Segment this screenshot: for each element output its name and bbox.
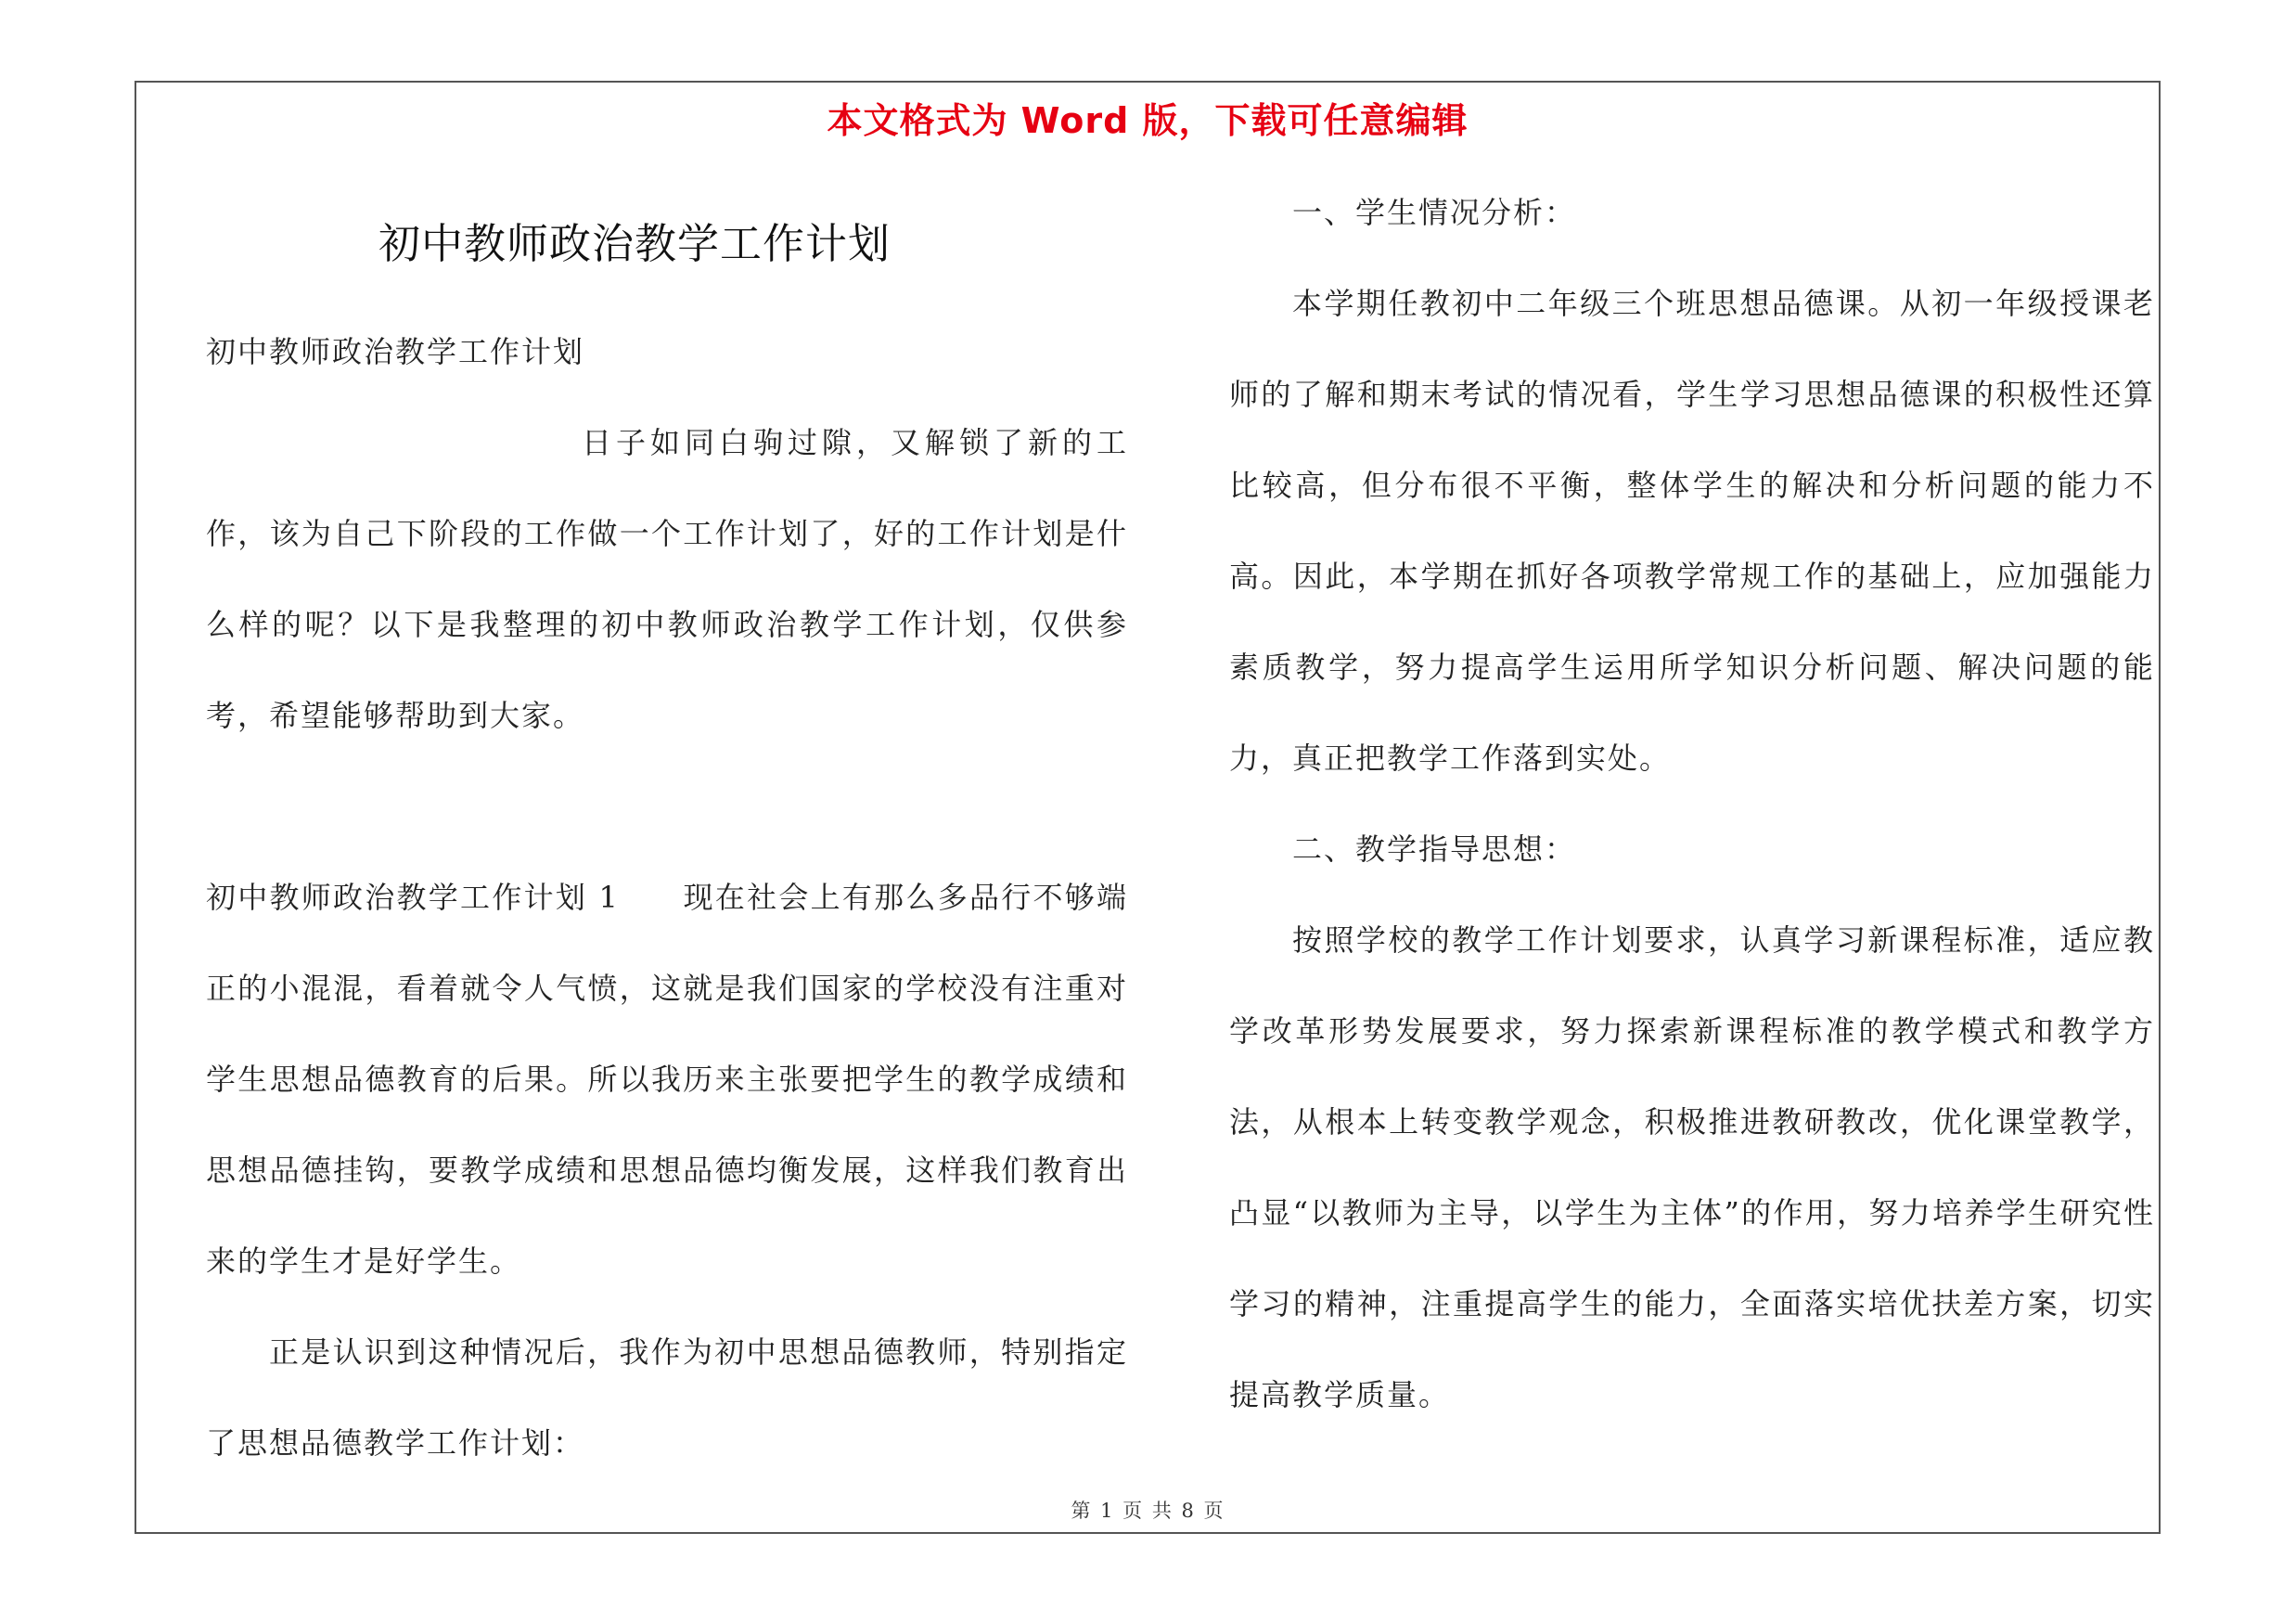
left-column <box>206 306 1128 1488</box>
word-format-banner: 本文格式为 Word 版，下载可任意编辑 <box>827 100 1469 141</box>
subtitle: 初中教师政治教学工作计划 <box>206 334 585 369</box>
realization-paragraph: 正是认识到这种情况后，我作为初中思想品德教师，特别指定了思想品德教学工作计划： <box>206 1334 1128 1461</box>
paragraph-gap <box>206 761 1128 852</box>
student-analysis-paragraph: 本学期任教初中二年级三个班思想品德课。从初一年级授课老师的了解和期末考试的情况看，学生学习思想品德课的积极性还算比较高，但分布很不平衡，整体学生的解决和分析问题的能力不高。因此，本学期在抓好各项教学常规工作的基础上，应加强能力素质教学，努力提高学生运用所学知识分析问题、解决问题的能力，真正把教学工作落到实处。 <box>1229 286 2155 776</box>
section-heading-teaching-guidance: 二、教学指导思想： <box>1292 831 1577 867</box>
teaching-guidance-paragraph: 按照学校的教学工作计划要求，认真学习新课程标准，适应教学改革形势发展要求，努力探索新课程标准的教学模式和教学方法，从根本上转变教学观念，积极推进教研教改，优化课堂教学，凸显“以教师为主导，以学生为主体”的作用，努力培养学生研究性学习的精神，注重提高学生的能力，全面落实培优扶差方案，切实提高教学质量。 <box>1229 922 2155 1412</box>
right-column <box>1229 167 2155 1440</box>
section-heading-student-analysis: 一、学生情况分析： <box>1292 195 1577 230</box>
plan-1-paragraph: 初中教师政治教学工作计划 1 现在社会上有那么多品行不够端正的小混混，看着就令人气愤，这就是我们国家的学校没有注重对学生思想品德教育的后果。所以我历来主张要把学生的教学成绩和思想品德挂钩，要教学成绩和思想品德均衡发展，这样我们教育出来的学生才是好学生。 <box>206 880 1128 1279</box>
document-title: 初中教师政治教学工作计划 <box>378 219 891 268</box>
intro-paragraph: 日子如同白驹过隙，又解锁了新的工作，该为自己下阶段的工作做一个工作计划了，好的工作计划是什么样的呢？以下是我整理的初中教师政治教学工作计划，仅供参考，希望能够帮助到大家。 <box>206 425 1128 733</box>
page-number-footer: 第 1 页 共 8 页 <box>1071 1500 1225 1522</box>
